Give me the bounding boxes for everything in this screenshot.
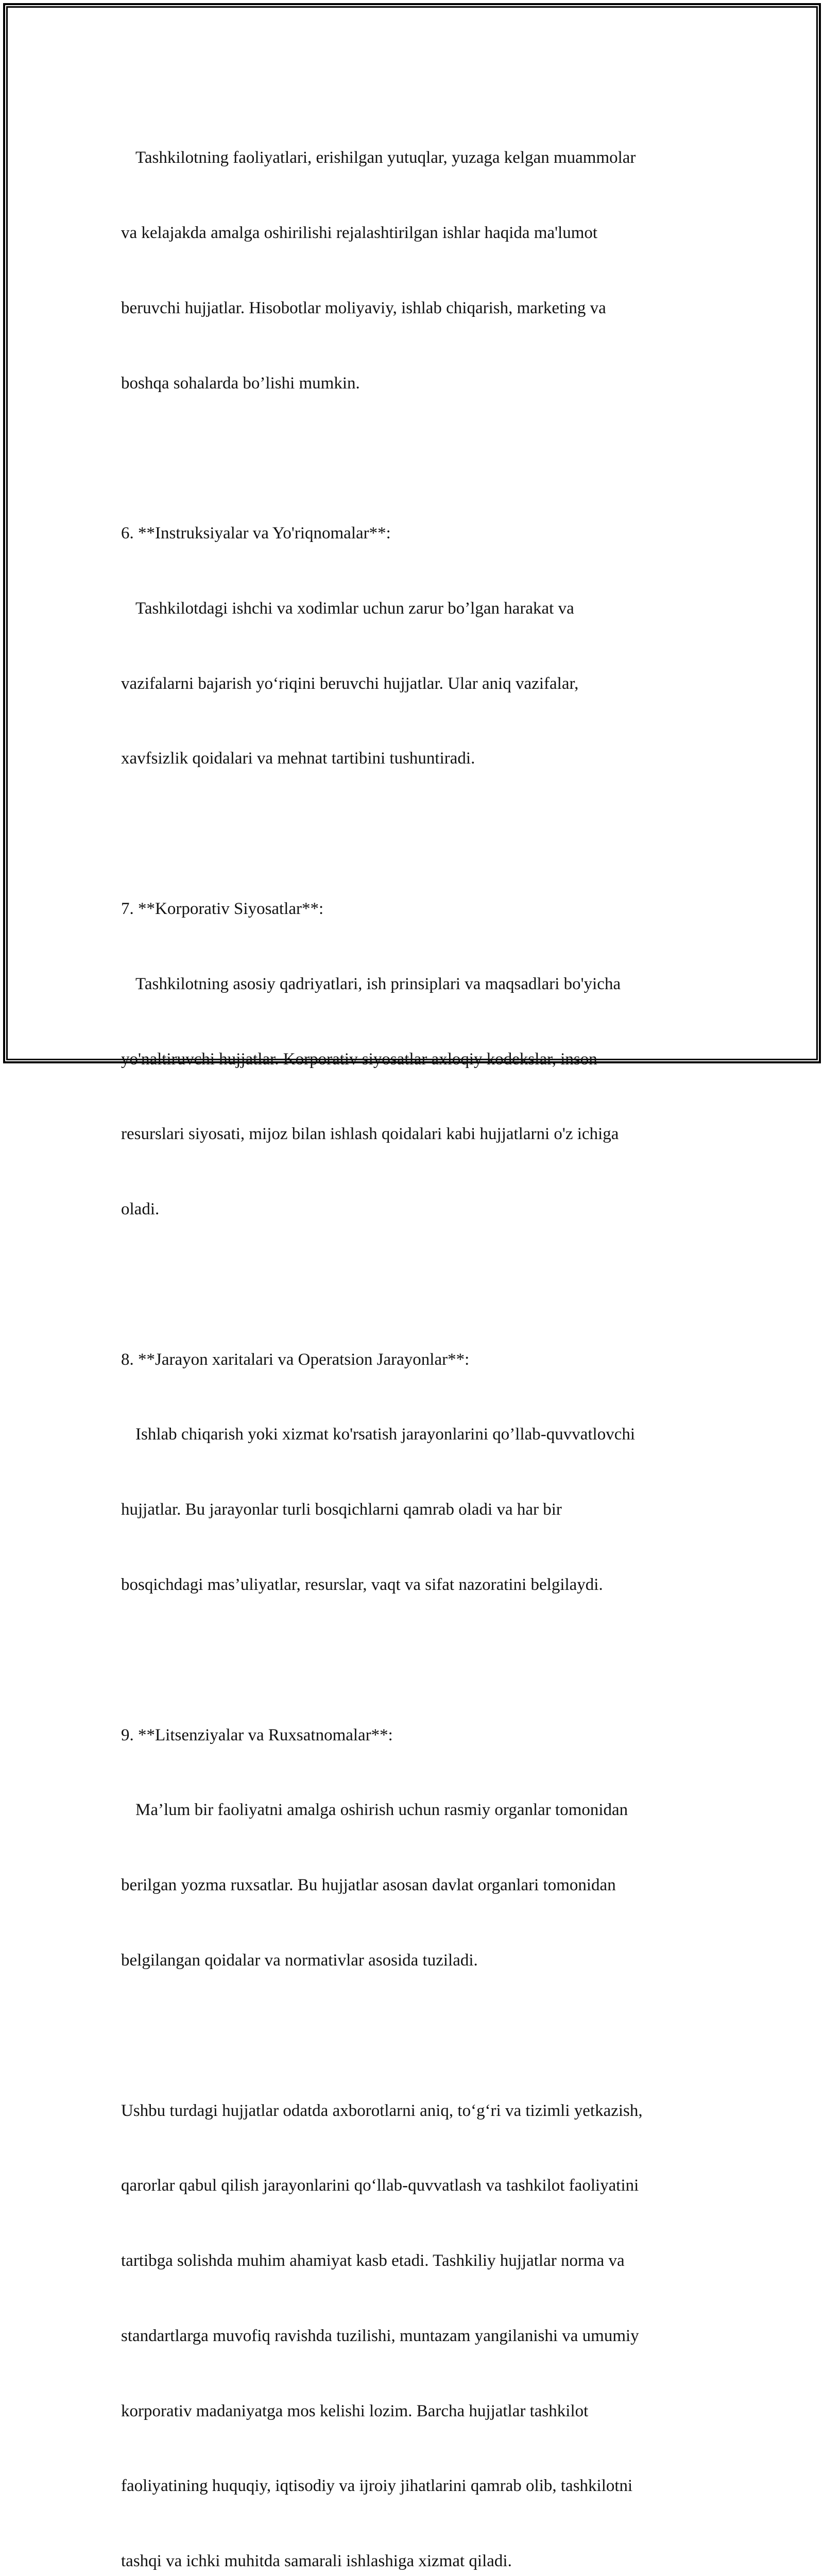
intro-line-2: va kelajakda amalga oshirilishi rejalashtirilgan ishlar haqida ma'lumot: [121, 223, 598, 242]
section-line-1-text: Ishlab chiqarish yoki xizmat ko'rsatish jarayonlarini qo’llab-quvvatlovchi: [135, 1425, 636, 1444]
conclusion-line-5: korporativ madaniyatga mos kelishi lozim. Barcha hujjatlar tashkilot: [121, 2401, 589, 2420]
intro-line-3: beruvchi hujjatlar. Hisobotlar moliyaviy, ishlab chiqarish, marketing va: [121, 298, 606, 317]
conclusion-line-6: faoliyatining huquqiy, iqtisodiy va ijroiy jihatlarini qamrab olib, tashkilotni: [121, 2477, 633, 2496]
section-7: [121, 846, 708, 1272]
intro-paragraph: [121, 95, 708, 446]
conclusion-line-7: tashqi va ichki muhitda samarali ishlashiga xizmat qiladi.: [121, 2552, 512, 2571]
section-line-1: [121, 1798, 708, 1823]
section-heading: 7. **Korporativ Siyosatlar**:: [121, 900, 324, 918]
section-line-1-text: Tashkilotning asosiy qadriyatlari, ish prinsiplari va maqsadlari bo'yicha: [135, 974, 621, 993]
section-line-1-text: Ma’lum bir faoliyatni amalga oshirish uchun rasmiy organlar tomonidan: [135, 1801, 628, 1820]
conclusion-line-2: qarorlar qabul qilish jarayonlarini qo‘llab-quvvatlash va tashkilot faoliyatini: [121, 2176, 639, 2195]
section-9: [121, 1672, 708, 2023]
section-8: [121, 1297, 708, 1648]
section-line-1-text: Tashkilotdagi ishchi va xodimlar uchun zarur bo’lgan harakat va: [135, 599, 574, 618]
section-line-2: yo'naltiruvchi hujjatlar. Korporativ siyosatlar axloqiy kodekslar, inson: [121, 1049, 597, 1069]
paragraph-gap: [121, 1648, 708, 1673]
section-heading: 8. **Jarayon xaritalari va Operatsion Jarayonlar**:: [121, 1350, 470, 1369]
section-6: [121, 471, 708, 821]
document-body: [121, 95, 708, 2576]
intro-line-1-text: Tashkilotning faoliyatlari, erishilgan yutuqlar, yuzaga kelgan muammolar: [135, 148, 636, 167]
intro-line-1: [121, 145, 708, 171]
paragraph-gap: [121, 821, 708, 846]
section-line-1: [121, 596, 708, 621]
intro-line-4: boshqa sohalarda bo’lishi mumkin.: [121, 374, 360, 393]
section-line-1: [121, 1422, 708, 1447]
conclusion-line-4: standartlarga muvofiq ravishda tuzilishi, muntazam yangilanishi va umumiy: [121, 2326, 639, 2345]
section-line-3: bosqichdagi mas’uliyatlar, resurslar, vaqt va sifat nazoratini belgilaydi.: [121, 1575, 603, 1595]
section-line-3: xavfsizlik qoidalari va mehnat tartibini tushuntiradi.: [121, 749, 475, 768]
paragraph-gap: [121, 446, 708, 471]
conclusion-line-3: tartibga solishda muhim ahamiyat kasb etadi. Tashkiliy hujjatlar norma va: [121, 2251, 625, 2270]
section-line-4: oladi.: [121, 1200, 160, 1219]
section-line-2: berilgan yozma ruxsatlar. Bu hujjatlar asosan davlat organlari tomonidan: [121, 1876, 616, 1895]
section-heading: 6. **Instruksiyalar va Yo'riqnomalar**:: [121, 524, 391, 543]
conclusion-paragraph: [121, 2048, 708, 2576]
paragraph-gap: [121, 1272, 708, 1297]
section-line-2: vazifalarni bajarish yo‘riqini beruvchi hujjatlar. Ular aniq vazifalar,: [121, 674, 579, 693]
conclusion-line-1: Ushbu turdagi hujjatlar odatda axborotlarni aniq, to‘g‘ri va tizimli yetkazish,: [121, 2101, 643, 2120]
section-line-2: hujjatlar. Bu jarayonlar turli bosqichlarni qamrab oladi va har bir: [121, 1500, 562, 1519]
section-line-3: resurslari siyosati, mijoz bilan ishlash qoidalari kabi hujjatlarni o'z ichiga: [121, 1125, 619, 1144]
section-heading: 9. **Litsenziyalar va Ruxsatnomalar**:: [121, 1725, 393, 1744]
section-line-3: belgilangan qoidalar va normativlar asosida tuziladi.: [121, 1951, 478, 1970]
paragraph-gap: [121, 2023, 708, 2048]
section-line-1: [121, 972, 708, 997]
